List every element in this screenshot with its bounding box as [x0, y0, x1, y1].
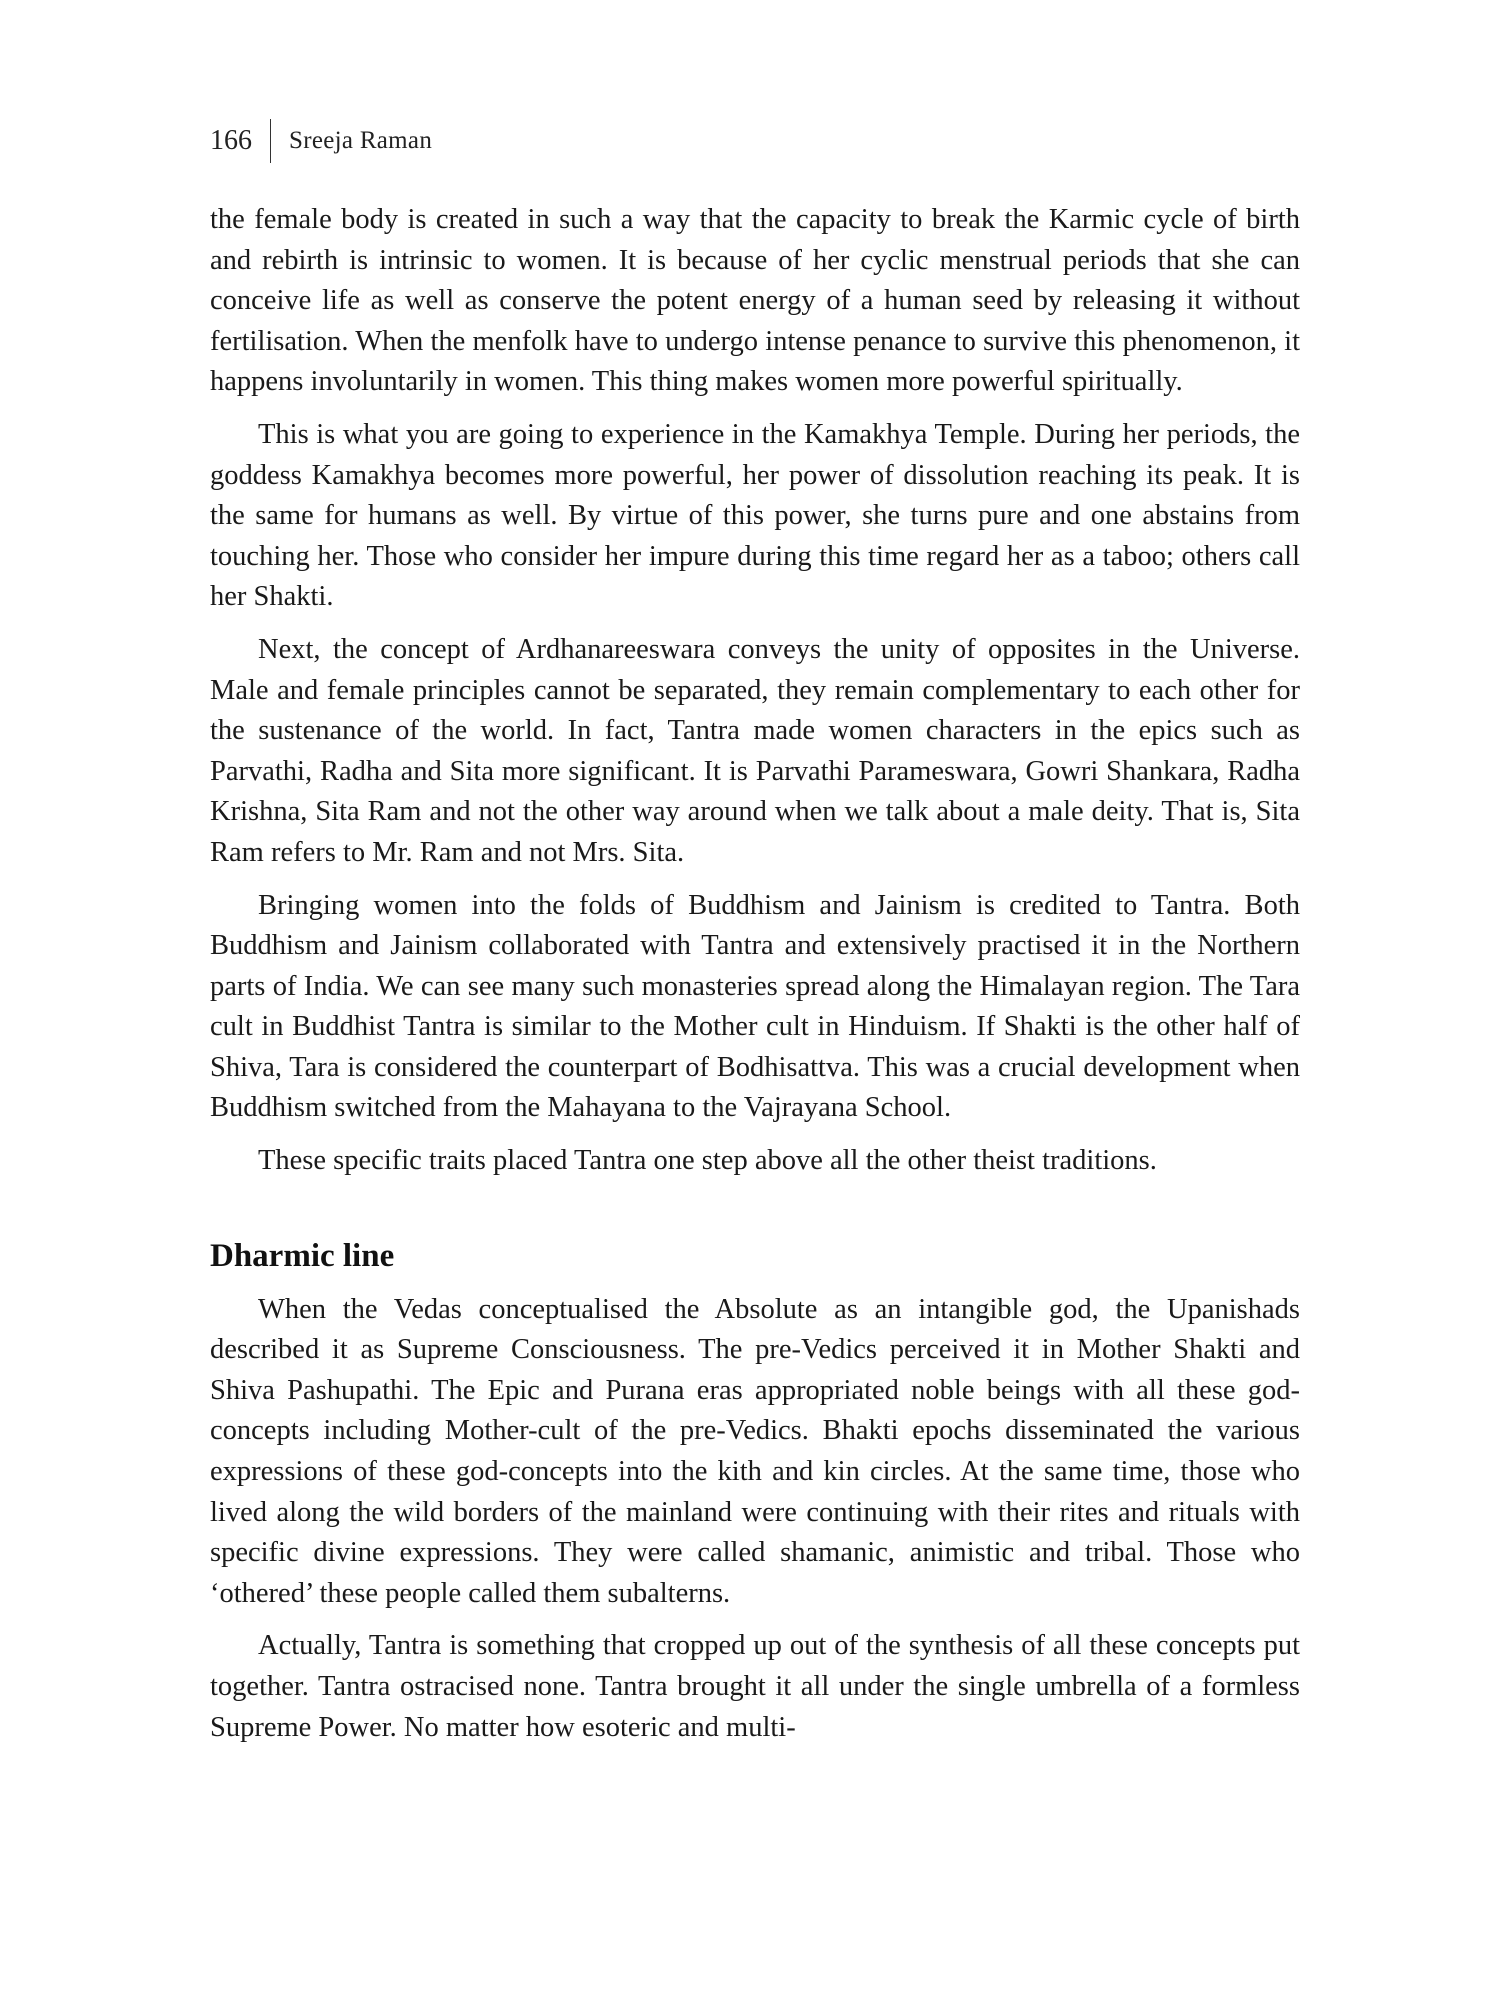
paragraph: the female body is created in such a way that the capacity to break the Karmic cycle of birth and rebirth is intrinsic to women. It is because of her cyclic menstrual periods that she can conceive life as well as conserve the potent energy of a human seed by releasing it without fertilisation. When the menfolk have to undergo intense penance to survive this phenomenon, it happens involuntarily in women. This thing makes women more powerful spiritually.	[210, 204, 1300, 398]
paragraph: Bringing women into the folds of Buddhism and Jainism is credited to Tantra. Both Buddhism and Jainism collaborated with Tantra and extensively practised it in the Northern parts of India. We can see many such monasteries spread along the Himalayan region. The Tara cult in Buddhist Tantra is similar to the Mother cult in Hinduism. If Shakti is the other half of Shiva, Tara is considered the counterpart of Bodhisattva. This was a crucial development when Buddhism switched from the Mahayana to the Vajrayana School.	[210, 889, 1300, 1124]
header-divider	[270, 119, 271, 163]
body-text	[210, 200, 1300, 1760]
author-name: Sreeja Raman	[289, 127, 433, 154]
running-head	[210, 118, 432, 164]
section-heading: Dharmic line	[210, 1237, 395, 1274]
paragraph: When the Vedas conceptualised the Absolute as an intangible god, the Upanishads described it as Supreme Consciousness. The pre-Vedics perceived it in Mother Shakti and Shiva Pashupathi. The Epic and Purana eras appropriated noble beings with all these god-concepts including Mother-cult of the pre-Vedics. Bhakti epochs disseminated the various expressions of these god-concepts into the kith and kin circles. At the same time, those who lived along the wild borders of the mainland were continuing with their rites and rituals with specific divine expressions. They were called shamanic, animistic and tribal. Those who ‘othered’ these people called them subalterns.	[210, 1293, 1300, 1609]
page-number: 166	[210, 125, 252, 156]
paragraph: This is what you are going to experience in the Kamakhya Temple. During her periods, the goddess Kamakhya becomes more powerful, her power of dissolution reaching its peak. It is the same for humans as well. By virtue of this power, she turns pure and one abstains from touching her. Those who consider her impure during this time regard her as a taboo; others call her Shakti.	[210, 418, 1300, 613]
paragraph: Next, the concept of Ardhanareeswara conveys the unity of opposites in the Universe. Male and female principles cannot be separated, they remain complementary to each other for the sustenance of the world. In fact, Tantra made women characters in the epics such as Parvathi, Radha and Sita more significant. It is Parvathi Parameswara, Gowri Shankara, Radha Krishna, Sita Ram and not the other way around when we talk about a male deity. That is, Sita Ram refers to Mr. Ram and not Mrs. Sita.	[210, 633, 1300, 868]
paragraph: These specific traits placed Tantra one step above all the other theist traditions.	[258, 1145, 1157, 1177]
paragraph: Actually, Tantra is something that cropped up out of the synthesis of all these concepts put together. Tantra ostracised none. Tantra brought it all under the single umbrella of a formless Supreme Power. No matter how esoteric and multi-	[210, 1630, 1300, 1743]
